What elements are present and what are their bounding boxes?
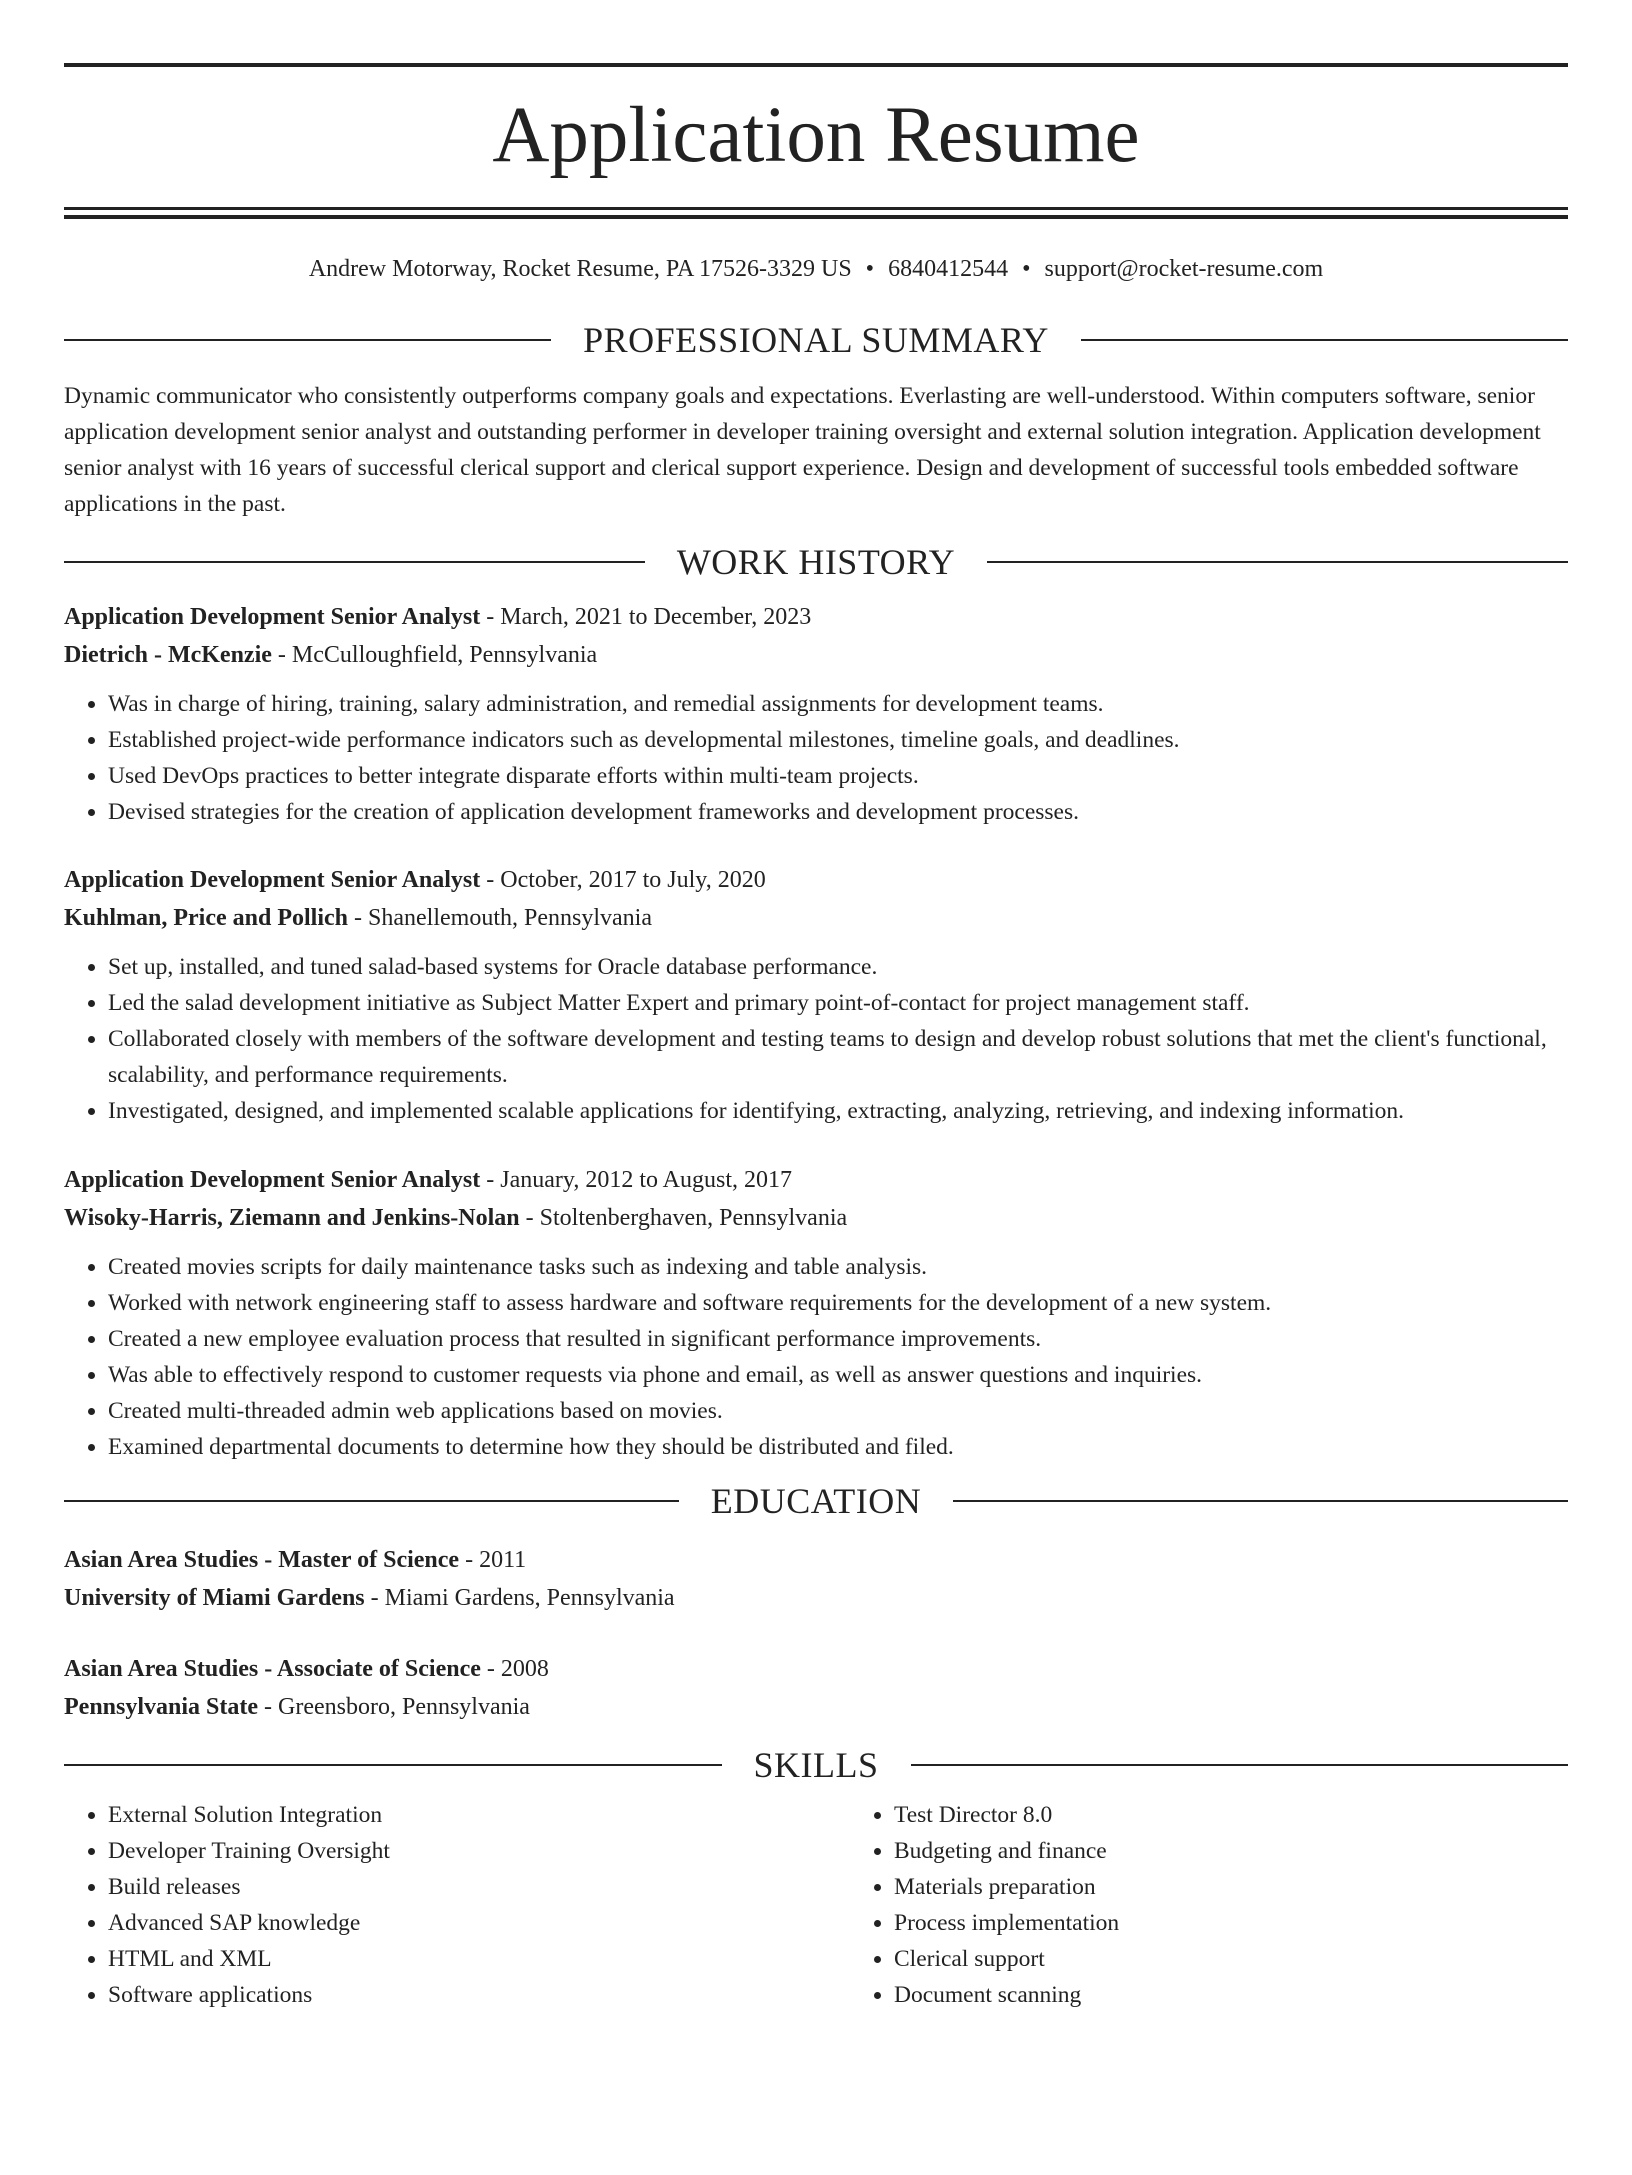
title-double-rule <box>64 207 1568 219</box>
education-location: - Miami Gardens, Pennsylvania <box>364 1585 675 1611</box>
education-school-line <box>64 1579 1568 1617</box>
contact-email: support@rocket-resume.com <box>1044 256 1324 282</box>
summary-text: Dynamic communicator who consistently outperforms company goals and expectations. Everlasting are well-understood. Within computers software, senior application development senior analyst and outstanding performer in developer training oversight and external solution integration. Application development senior analyst with 16 years of successful clerical support and clerical support experience. Design and development of successful tools embedded software applications in the past. <box>64 383 1541 517</box>
education-entry <box>64 1650 1568 1726</box>
section-title-work-history: WORK HISTORY <box>676 542 956 582</box>
job-bullets <box>64 686 1568 830</box>
divider <box>1081 339 1568 341</box>
education-degree-line <box>64 1541 1568 1579</box>
skill-item: • Document scanning <box>894 1977 1632 2013</box>
job-company: Dietrich - McKenzie <box>64 642 272 668</box>
job-bullet: • Created movies scripts for daily maintenance tasks such as indexing and table analysis. <box>108 1249 1568 1285</box>
education-school: Pennsylvania State <box>64 1694 259 1720</box>
job-bullet: • Devised strategies for the creation of application development frameworks and development processes. <box>108 794 1568 830</box>
divider <box>64 1764 722 1766</box>
job-dates: - October, 2017 to July, 2020 <box>480 867 766 893</box>
job-location: - Shanellemouth, Pennsylvania <box>348 905 652 931</box>
job-location: - Stoltenberghaven, Pennsylvania <box>519 1205 848 1231</box>
divider <box>911 1764 1569 1766</box>
job-bullet: • Created multi-threaded admin web applications based on movies. <box>108 1393 1568 1429</box>
skill-item: • Process implementation <box>894 1905 1632 1941</box>
job-bullet: • Collaborated closely with members of the software development and testing teams to design and develop robust solutions that met the client's functional, scalability, and performance requirements. <box>108 1021 1568 1093</box>
job-bullet: • Was able to effectively respond to customer requests via phone and email, as well as answer questions and inquiries. <box>108 1357 1568 1393</box>
contact-separator: • <box>1022 256 1031 282</box>
job-bullet: • Used DevOps practices to better integrate disparate efforts within multi-team projects. <box>108 758 1568 794</box>
contact-line <box>64 254 1568 284</box>
job-bullet: • Created a new employee evaluation process that resulted in significant performance improvements. <box>108 1321 1568 1357</box>
skills-column-right <box>850 1797 1632 2013</box>
job-bullets <box>64 1249 1568 1465</box>
divider <box>64 1500 679 1502</box>
section-header-education <box>64 1479 1568 1523</box>
job-bullet: • Led the salad development initiative as Subject Matter Expert and primary point-of-contact for project management staff. <box>108 985 1568 1021</box>
skill-item: • Materials preparation <box>894 1869 1632 1905</box>
job-title: Application Development Senior Analyst <box>64 867 481 893</box>
job-dates: - January, 2012 to August, 2017 <box>480 1167 793 1193</box>
job-bullet: • Investigated, designed, and implemented scalable applications for identifying, extracting, analyzing, retrieving, and indexing information. <box>108 1093 1568 1129</box>
education-year: - 2011 <box>459 1547 527 1573</box>
job-company: Kuhlman, Price and Pollich <box>64 905 349 931</box>
section-title-skills: SKILLS <box>753 1745 879 1785</box>
education-degree: Asian Area Studies - Associate of Science <box>64 1656 481 1682</box>
contact-separator: • <box>865 256 875 282</box>
section-header-skills <box>64 1743 1568 1787</box>
job-dates: - March, 2021 to December, 2023 <box>480 604 812 630</box>
job-bullet: • Established project-wide performance indicators such as developmental milestones, timeline goals, and deadlines. <box>108 722 1568 758</box>
contact-phone: 6840412544 <box>888 256 1009 282</box>
divider <box>64 561 645 563</box>
education-location: - Greensboro, Pennsylvania <box>258 1694 530 1720</box>
education-school-line <box>64 1688 1568 1726</box>
section-title-education: EDUCATION <box>710 1481 922 1521</box>
job-title: Application Development Senior Analyst <box>64 604 481 630</box>
job-bullet: • Worked with network engineering staff to assess hardware and software requirements for the development of a new system. <box>108 1285 1568 1321</box>
job-entry <box>64 1161 1568 1465</box>
job-bullet: • Was in charge of hiring, training, salary administration, and remedial assignments for development teams. <box>108 686 1568 722</box>
skill-item: • HTML and XML <box>108 1941 850 1977</box>
section-header-work-history <box>64 540 1568 584</box>
skills-list <box>64 1797 1568 2013</box>
job-title-line <box>64 598 1568 636</box>
job-bullets <box>64 949 1568 1129</box>
section-header-summary <box>64 318 1568 362</box>
skills-column-left <box>64 1797 850 2013</box>
skill-item: • Developer Training Oversight <box>108 1833 850 1869</box>
job-title-line <box>64 861 1568 899</box>
job-title: Application Development Senior Analyst <box>64 1167 481 1193</box>
education-degree: Asian Area Studies - Master of Science <box>64 1547 460 1573</box>
divider <box>953 1500 1568 1502</box>
section-title-summary: PROFESSIONAL SUMMARY <box>583 320 1049 360</box>
education-entry <box>64 1541 1568 1617</box>
job-bullet: • Set up, installed, and tuned salad-based systems for Oracle database performance. <box>108 949 1568 985</box>
resume-title: Application Resume <box>492 92 1140 179</box>
divider <box>987 561 1568 563</box>
education-school: University of Miami Gardens <box>64 1585 365 1611</box>
skill-item: • External Solution Integration <box>108 1797 850 1833</box>
divider <box>64 339 551 341</box>
skill-item: • Advanced SAP knowledge <box>108 1905 850 1941</box>
job-company-line <box>64 636 1568 674</box>
job-title-line <box>64 1161 1568 1199</box>
job-entry <box>64 598 1568 830</box>
job-company-line <box>64 899 1568 937</box>
job-entry <box>64 861 1568 1129</box>
skill-item: • Clerical support <box>894 1941 1632 1977</box>
skill-item: • Build releases <box>108 1869 850 1905</box>
job-bullet: • Examined departmental documents to determine how they should be distributed and filed. <box>108 1429 1568 1465</box>
education-degree-line <box>64 1650 1568 1688</box>
job-company-line <box>64 1199 1568 1237</box>
skill-item: • Test Director 8.0 <box>894 1797 1632 1833</box>
skill-item: • Budgeting and finance <box>894 1833 1632 1869</box>
job-company: Wisoky-Harris, Ziemann and Jenkins-Nolan <box>64 1205 520 1231</box>
job-location: - McCulloughfield, Pennsylvania <box>271 642 598 668</box>
resume-page <box>0 63 1632 2175</box>
skill-item: • Software applications <box>108 1977 850 2013</box>
education-year: - 2008 <box>480 1656 549 1682</box>
contact-address: Andrew Motorway, Rocket Resume, PA 17526-3329 US <box>308 256 852 282</box>
